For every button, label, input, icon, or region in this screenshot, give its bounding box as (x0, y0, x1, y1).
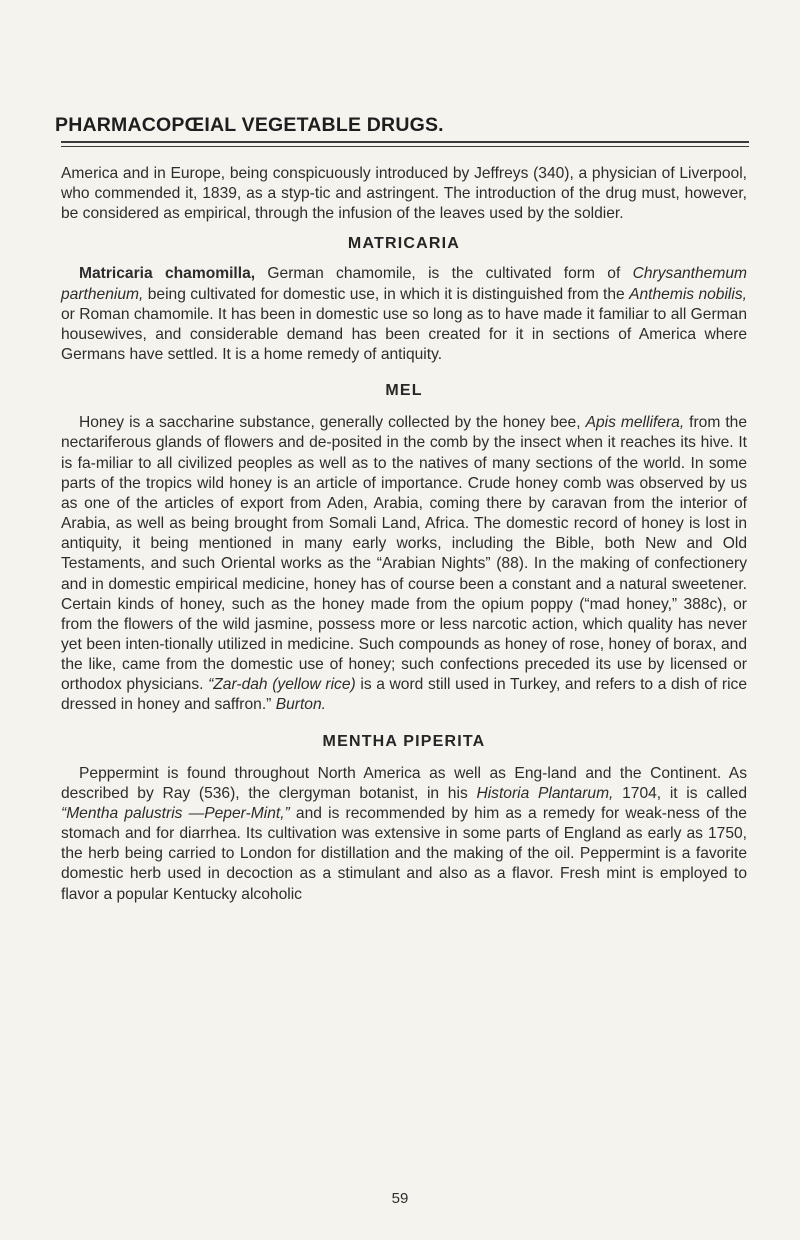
section-heading-mentha: MENTHA PIPERITA (322, 732, 486, 750)
species-name: Chrysanthemum parthenium, (61, 265, 747, 303)
species-name: Apis mellifera, (585, 414, 685, 432)
text-run: or Roman chamomile. It has been in domestic use so long as to have made it familiar to all German housewives, and considerable demand has been created for it in sections of America where Germans have settled. It is a home remedy of antiquity. (61, 305, 747, 364)
quoted-term: “Mentha palustris —Peper-Mint,” (61, 804, 290, 822)
text-run: is a word still used in Turkey, and refers to a dish of rice dressed in honey and saffron.” (61, 676, 747, 714)
mel-paragraph (61, 413, 747, 715)
book-title: Historia Plantarum, (476, 784, 614, 802)
text-run: being cultivated for domestic use, in which it is distinguished from the (143, 285, 630, 303)
matricaria-paragraph (61, 264, 747, 365)
header-rule-bottom (61, 146, 749, 147)
text-run: from the nectariferous glands of flowers and de-posited in the comb by the insect when it reaches its hive. It is fa-miliar to all civilized peoples as well as to the natives of many sections of the world. In some parts of the tropics wild honey is an article of importance. Crude honey comb was observed by us as one of the articles of export from Aden, Arabia, coming there by caravan from the interior of Arabia, as well as being brought from Somali Land, Africa. The domestic record of honey is lost in antiquity, it being mentioned in many early works, including the Bible, both New and Old Testaments, and such Oriental works as the “Arabian Nights” (88). In the making of confectionery and in domestic empirical medicine, honey has of course been a constant and a natural sweetener. Certain kinds of honey, such as the honey made from the opium poppy (“mad honey,” 388c), or from the flowers of the wild jasmine, possess more or less narcotic action, which quality has never yet been inten-tionally utilized in medicine. Such compounds as honey of rose, honey of borax, and the like, came from the domestic use of honey; such confections preceded its use by licensed or orthodox physicians. (61, 414, 748, 694)
page-number: 59 (391, 1190, 409, 1207)
running-head: PHARMACOPŒIAL VEGETABLE DRUGS. (55, 114, 444, 136)
page-body (61, 164, 747, 905)
text-run: Peppermint is found throughout North America as well as Eng-land and the Continent. As described by Ray (536), the clergyman botanist, in his (61, 764, 747, 802)
section-heading-matricaria: MATRICARIA (347, 235, 461, 253)
mentha-paragraph (61, 764, 747, 905)
text-run: 1704, it is called (613, 784, 748, 802)
species-name: Anthemis nobilis, (629, 285, 747, 303)
citation: Burton. (275, 696, 326, 714)
text-run: Honey is a saccharine substance, generally collected by the honey bee, (79, 414, 586, 432)
header-rule-top (61, 141, 749, 143)
text-run: German chamomile, is the cultivated form of (255, 265, 633, 283)
text-run: and is recommended by him as a remedy for weak-ness of the stomach and for diarrhea. Its cultivation was extensive in some parts of England as early as 1750, the herb being carried to London for distillation and the making of the oil. Peppermint is a favorite domestic herb used in decoction as a stimulant and also as a flavor. Fresh mint is employed to flavor a popular Kentucky alcoholic (61, 804, 747, 903)
continued-paragraph: America and in Europe, being conspicuously introduced by Jeffreys (340), a physician of Liverpool, who commended it, 1839, as a styp-tic and astringent. The introduction of the drug must, however, be considered as empirical, through the infusion of the leaves used by the soldier. (61, 165, 747, 223)
matricaria-term: Matricaria chamomilla, (79, 265, 256, 283)
quoted-term: “Zar-dah (yellow rice) (208, 676, 356, 694)
section-heading-mel: MEL (385, 382, 423, 400)
